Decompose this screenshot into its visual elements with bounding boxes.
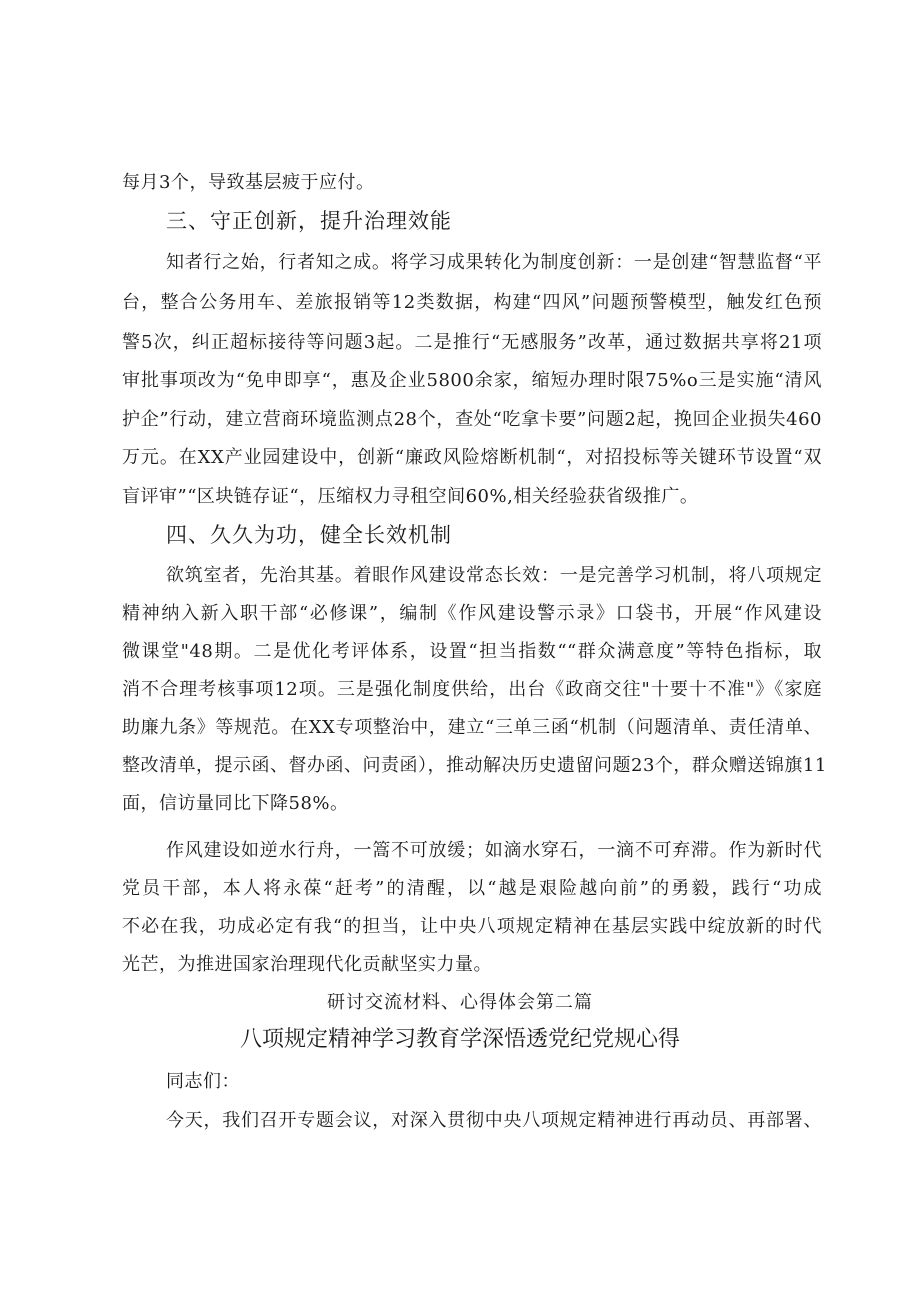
paragraph-line: 护企”行动，建立营商环境监测点28个，查处“吃拿卡要”问题2起，挽回企业损失460 — [122, 409, 822, 430]
paragraph-line: 助廉九条》等规范。在XX专项整治中，建立“三单三函“机制（问题清单、责任清单、 — [122, 717, 822, 738]
paragraph-line: 台，整合公务用车、差旅报销等12类数据，构建“四风”问题预警模型，触发红色预 — [122, 292, 822, 313]
paragraph-line: 盲评审”“区块链存证“，压缩权力寻租空间60%,相关经验获省级推广。 — [122, 486, 699, 507]
paragraph-line: 万元。在XX产业园建设中，创新“廉政风险熔断机制“，对招投标等关键环节设置“双 — [122, 447, 822, 468]
paragraph-line: 作风建设如逆水行舟，一篙不可放缓；如滴水穿石，一滴不可弃滞。作为新时代 — [166, 840, 822, 861]
section-heading-3: 三、守正创新，提升治理效能 — [166, 209, 452, 233]
paragraph-line: 警5次，纠正超标接待等问题3起。二是推行“无感服务”改革，通过数据共享将21项 — [122, 332, 822, 353]
paragraph-line: 光芒，为推进国家治理现代化贡献坚实力量。 — [122, 954, 492, 975]
paragraph-line: 消不合理考核事项12项。三是强化制度供给，出台《政商交往"十要十不准"》《家庭 — [122, 679, 822, 700]
paragraph-line: 精神纳入新入职干部“必修课”，编制《作风建设警示录》口袋书，开展“作风建设 — [122, 603, 822, 624]
opening-line: 每月3个，导致基层疲于应付。 — [122, 172, 375, 193]
paragraph-line: 微课堂"48期。二是优化考评体系，设置“担当指数““群众满意度”等特色指标，取 — [122, 641, 822, 662]
paragraph-line: 今天，我们召开专题会议，对深入贯彻中央八项规定精神进行再动员、再部署、 — [166, 1110, 822, 1131]
paragraph-line: 审批事项改为“免申即享“，惠及企业5800余家，缩短办理时限75%o三是实施“清风 — [122, 370, 822, 391]
paragraph-line: 面，信访量同比下降58%。 — [122, 793, 349, 814]
paragraph-line: 党员干部，本人将永葆“赶考”的清醒，以“越是艰险越向前”的勇毅，践行“功成 — [122, 878, 822, 899]
section-heading-4: 四、久久为功，健全长效机制 — [166, 523, 452, 547]
article-subtitle: 研讨交流材料、心得体会第二篇 — [327, 992, 593, 1013]
salutation: 同志们： — [166, 1071, 240, 1092]
paragraph-line: 不必在我，功成必定有我“的担当，让中央八项规定精神在基层实践中绽放新的时代 — [122, 916, 822, 937]
article-title: 八项规定精神学习教育学深悟透党纪党规心得 — [239, 1027, 680, 1052]
paragraph-line: 欲筑室者，先治其基。着眼作风建设常态长效：一是完善学习机制，将八项规定 — [166, 565, 822, 586]
paragraph-line: 知者行之始，行者知之成。将学习成果转化为制度创新：一是创建“智慧监督“平 — [166, 252, 822, 273]
paragraph-line: 整改清单，提示函、督办函、问责函），推动解决历史遗留问题23个，群众赠送锦旗11 — [122, 755, 827, 776]
